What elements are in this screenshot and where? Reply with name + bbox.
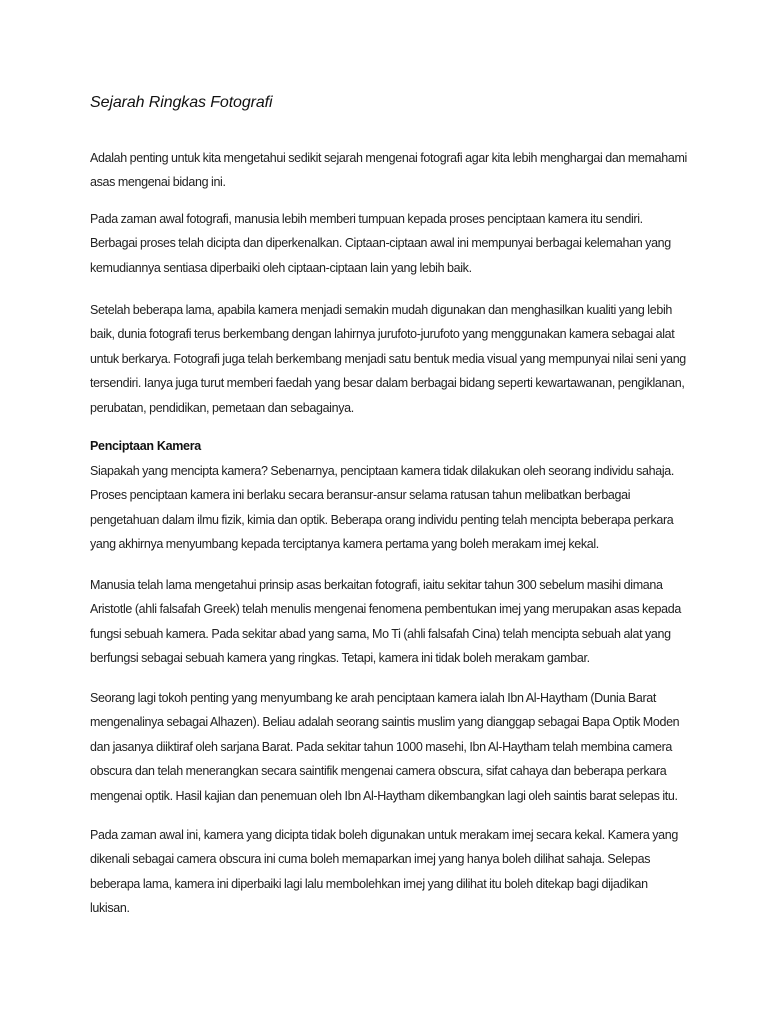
- section-paragraph-4: Pada zaman awal ini, kamera yang dicipta tidak boleh digunakan untuk merakam imej secara kekal. Kamera yang dikenali sebagai camera obscura ini cuma boleh memaparkan imej yang hanya boleh dilihat sahaja. Selepas beberapa lama, kamera ini diperbaiki lagi lalu membolehkan imej yang dilihat itu boleh ditekap bagi dijadikan lukisan.: [90, 828, 678, 916]
- intro-paragraph-1: Adalah penting untuk kita mengetahui sedikit sejarah mengenai fotografi agar kita lebih menghargai dan memahami asas mengenai bidang ini.: [90, 151, 687, 190]
- section-paragraph-1: Siapakah yang mencipta kamera? Sebenarnya, penciptaan kamera tidak dilakukan oleh seorang individu sahaja. Proses penciptaan kamera ini berlaku secara beransur-ansur selama ratusan tahun melibatkan berbagai pengetahuan dalam ilmu fizik, kimia dan optik. Beberapa orang individu penting telah mencipta beberapa perkara yang akhirnya menyumbang kepada terciptanya kamera pertama yang boleh merakam imej kekal.: [90, 464, 675, 552]
- intro-paragraph-2: Pada zaman awal fotografi, manusia lebih memberi tumpuan kepada proses penciptaan kamera itu sendiri. Berbagai proses telah dicipta dan diperkenalkan. Ciptaan-ciptaan awal ini mempunyai berbagai kelemahan yang kemudiannya sentiasa diperbaiki oleh ciptaan-ciptaan lain yang lebih baik.: [90, 212, 671, 275]
- section-paragraph-3: Seorang lagi tokoh penting yang menyumbang ke arah penciptaan kamera ialah Ibn Al-Haytham (Dunia Barat mengenalinya sebagai Alhazen). Beliau adalah seorang saintis muslim yang dianggap sebagai Bapa Optik Moden dan jasanya diiktiraf oleh sarjana Barat. Pada sekitar tahun 1000 masehi, Ibn Al-Haytham telah membina camera obscura dan telah menerangkan secara saintifik mengenai camera obscura, sifat cahaya dan beberapa perkara mengenai optik. Hasil kajian dan penemuan oleh Ibn Al-Haytham dikembangkan lagi oleh saintis barat selepas itu.: [90, 691, 680, 803]
- section-heading: Penciptaan Kamera: [90, 439, 201, 453]
- document-title: Sejarah Ringkas Fotografi: [90, 94, 273, 111]
- intro-paragraph-3: Setelah beberapa lama, apabila kamera menjadi semakin mudah digunakan dan menghasilkan kualiti yang lebih baik, dunia fotografi terus berkembang dengan lahirnya jurufoto-jurufoto yang menggunakan kamera sebagai alat untuk berkarya. Fotografi juga telah berkembang menjadi satu bentuk media visual yang mempunyai nilai seni yang tersendiri. Ianya juga turut memberi faedah yang besar dalam berbagai bidang seperti kewartawanan, pengiklanan, perubatan, pendidikan, pemetaan dan sebagainya.: [90, 303, 686, 415]
- section-paragraph-2: Manusia telah lama mengetahui prinsip asas berkaitan fotografi, iaitu sekitar tahun 300 sebelum masihi dimana Aristotle (ahli falsafah Greek) telah menulis mengenai fenomena pembentukan imej yang merupakan asas kepada fungsi sebuah kamera. Pada sekitar abad yang sama, Mo Ti (ahli falsafah Cina) telah mencipta sebuah alat yang berfungsi sebagai sebuah kamera yang ringkas. Tetapi, kamera ini tidak boleh merakam gambar.: [90, 578, 681, 666]
